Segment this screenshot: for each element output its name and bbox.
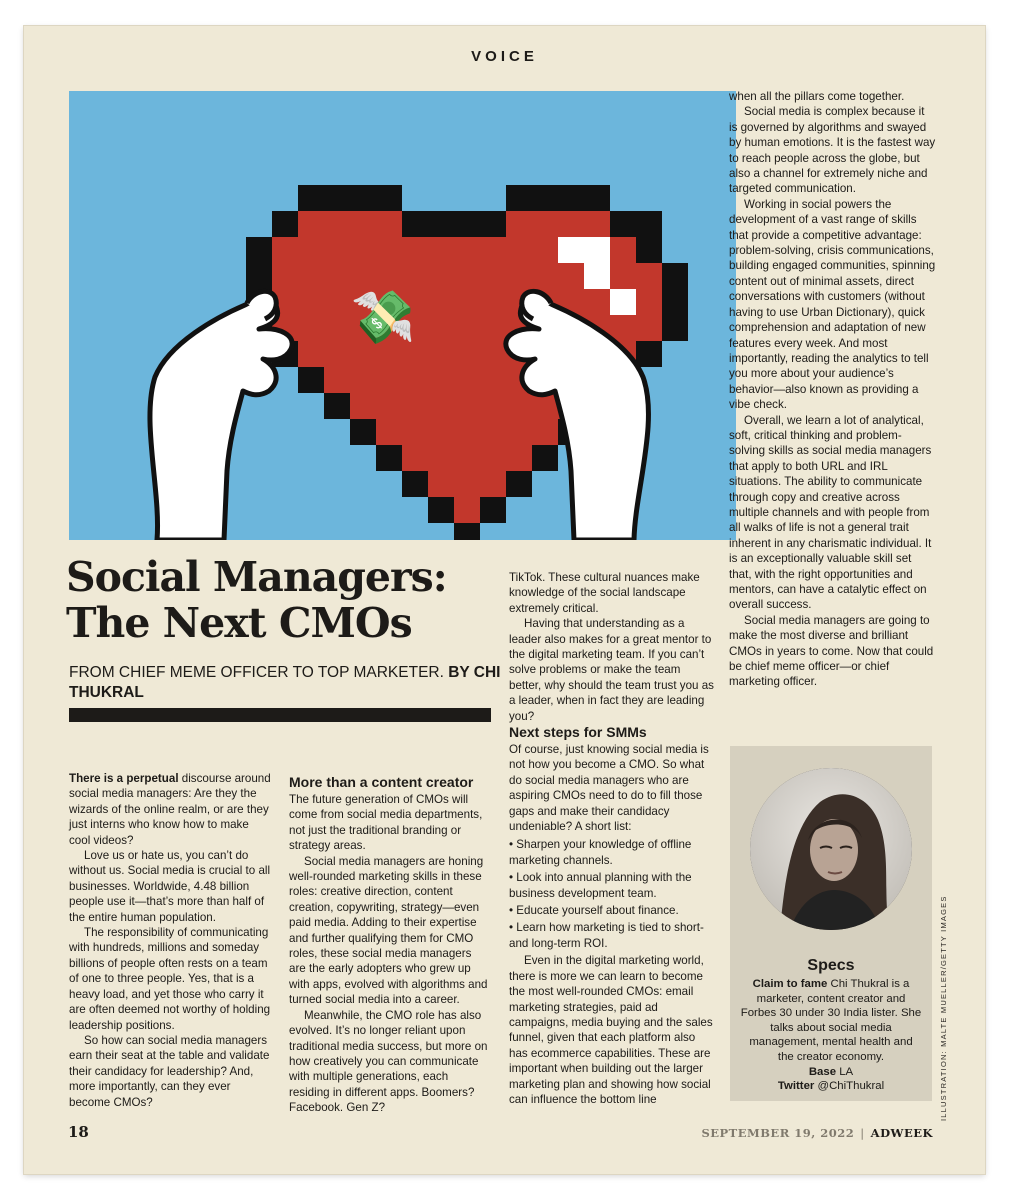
list-item: • Learn how marketing is tied to short- and long-term ROI. bbox=[509, 921, 704, 950]
byline: BY CHI THUKRAL bbox=[69, 664, 501, 701]
dek bbox=[69, 663, 509, 703]
heart-outline-pixel bbox=[298, 367, 324, 393]
heart-fill-pixel bbox=[454, 367, 480, 393]
paragraph: Love us or hate us, you can’t do without us. Social media is crucial to all businesses. Worldwide, 4.48 billion people use it—that’s more than half of the entire human population. bbox=[69, 849, 271, 924]
money-with-wings-icon: 💸 bbox=[350, 289, 416, 347]
paragraph: when all the pillars come together. bbox=[729, 90, 905, 103]
heart-fill-pixel bbox=[350, 263, 376, 289]
heart-fill-pixel bbox=[480, 367, 506, 393]
heart-fill-pixel bbox=[506, 419, 532, 445]
heart-fill-pixel bbox=[324, 289, 350, 315]
lead-text: discourse around social media managers: Are they the wizards of the online realm, or are they just interns who know how to make cool videos? bbox=[69, 772, 271, 847]
footer bbox=[701, 1126, 933, 1140]
paragraph: So how can social media managers earn their seat at the table and validate their candidacy for leadership? And, more importantly, can they ever become CMOs? bbox=[69, 1033, 270, 1109]
heart-fill-pixel bbox=[584, 289, 610, 315]
heart-fill-pixel bbox=[480, 263, 506, 289]
heart-highlight-pixel bbox=[610, 289, 636, 315]
page-number: 18 bbox=[68, 1123, 89, 1141]
heart-fill-pixel bbox=[402, 367, 428, 393]
heart-outline-pixel bbox=[246, 237, 272, 263]
heart-fill-pixel bbox=[376, 211, 402, 237]
heart-fill-pixel bbox=[610, 237, 636, 263]
heart-fill-pixel bbox=[480, 419, 506, 445]
heart-outline-pixel bbox=[506, 185, 532, 211]
heart-fill-pixel bbox=[454, 237, 480, 263]
heart-fill-pixel bbox=[532, 419, 558, 445]
heart-fill-pixel bbox=[324, 367, 350, 393]
heart-fill-pixel bbox=[428, 289, 454, 315]
heart-outline-pixel bbox=[662, 263, 688, 289]
heart-fill-pixel bbox=[454, 393, 480, 419]
heart-fill-pixel bbox=[350, 367, 376, 393]
heart-fill-pixel bbox=[480, 445, 506, 471]
heart-outline-pixel bbox=[324, 185, 350, 211]
heart-outline-pixel bbox=[402, 471, 428, 497]
heart-fill-pixel bbox=[506, 263, 532, 289]
heart-fill-pixel bbox=[402, 393, 428, 419]
paragraph: Having that understanding as a leader also makes for a great mentor to the digital marketing team. If you can’t solve problems or make the team better, why should the team trust you as a leader, when in fact they are leading you? bbox=[509, 617, 714, 723]
heart-fill-pixel bbox=[428, 315, 454, 341]
heart-fill-pixel bbox=[428, 445, 454, 471]
specs-title: Specs bbox=[807, 957, 855, 974]
magazine-page bbox=[24, 26, 985, 1174]
heart-outline-pixel bbox=[636, 237, 662, 263]
heart-outline-pixel bbox=[350, 419, 376, 445]
paragraph: The responsibility of communicating with hundreds, millions and someday billions of people often rests on a team of one to three people. Yes, that is a heavy load, and yet those who carry it are often deemed not worthy of holding leadership positions. bbox=[69, 926, 271, 1032]
paragraph: Social media managers are going to make the most diverse and brilliant CMOs in years to come. Now that could be chief meme officer—or chief marketing officer. bbox=[729, 613, 934, 689]
heart-fill-pixel bbox=[480, 237, 506, 263]
heart-outline-pixel bbox=[610, 211, 636, 237]
heart-fill-pixel bbox=[376, 263, 402, 289]
heart-fill-pixel bbox=[480, 471, 506, 497]
heart-fill-pixel bbox=[324, 211, 350, 237]
heart-outline-pixel bbox=[324, 393, 350, 419]
heart-fill-pixel bbox=[558, 263, 584, 289]
heart-fill-pixel bbox=[298, 341, 324, 367]
heart-fill-pixel bbox=[480, 289, 506, 315]
heart-fill-pixel bbox=[454, 341, 480, 367]
heart-fill-pixel bbox=[454, 445, 480, 471]
heart-fill-pixel bbox=[532, 211, 558, 237]
heart-outline-pixel bbox=[298, 185, 324, 211]
paragraph: Social media managers are honing well-rounded marketing skills in these roles: creative direction, content creation, copywriting, strategy—even paid media. Adding to their expertise and further qualifying them for CMO roles, these social media managers are the early adopters who grew up with apps, evolved with algorithms and turned social media into a career. bbox=[289, 854, 488, 1007]
heart-fill-pixel bbox=[454, 471, 480, 497]
heart-fill-pixel bbox=[636, 315, 662, 341]
heart-fill-pixel bbox=[558, 211, 584, 237]
list-item: • Sharpen your knowledge of offline marketing channels. bbox=[509, 838, 692, 867]
heart-fill-pixel bbox=[272, 263, 298, 289]
lead-in: There is a perpetual bbox=[69, 772, 179, 785]
column-3-top bbox=[509, 570, 714, 724]
paragraph: Meanwhile, the CMO role has also evolved. It’s no longer reliant upon traditional media success, but more on how creatively you can communicate with multiple generations, each residing in different apps. Boomers? Facebook. Gen Z? bbox=[289, 1008, 488, 1115]
heart-fill-pixel bbox=[532, 263, 558, 289]
heart-outline-pixel bbox=[454, 523, 480, 540]
heart-outline-pixel bbox=[662, 315, 688, 341]
heart-fill-pixel bbox=[506, 393, 532, 419]
heart-outline-pixel bbox=[376, 445, 402, 471]
heart-fill-pixel bbox=[480, 393, 506, 419]
heart-fill-pixel bbox=[376, 393, 402, 419]
heart-fill-pixel bbox=[454, 497, 480, 523]
heart-fill-pixel bbox=[298, 237, 324, 263]
heart-fill-pixel bbox=[454, 263, 480, 289]
footer-separator: | bbox=[860, 1126, 865, 1140]
heart-fill-pixel bbox=[480, 315, 506, 341]
heart-fill-pixel bbox=[428, 341, 454, 367]
heart-outline-pixel bbox=[272, 211, 298, 237]
heart-outline-pixel bbox=[584, 185, 610, 211]
base-label: Base bbox=[808, 1065, 837, 1078]
heart-fill-pixel bbox=[428, 393, 454, 419]
section-label: VOICE bbox=[471, 48, 538, 65]
paragraph: Even in the digital marketing world, there is more we can learn to become the most well-rounded CMOs: email marketing strategies, paid ad campaigns, media buying and the sales funnel, given that each platform also has ecommerce capabilities. These are important when building out the larger marketing plan and showing how social can influence the bottom line bbox=[509, 954, 713, 1106]
heart-outline-pixel bbox=[532, 185, 558, 211]
list-item: • Educate yourself about finance. bbox=[509, 904, 679, 918]
heart-outline-pixel bbox=[428, 497, 454, 523]
heart-outline-pixel bbox=[662, 289, 688, 315]
heart-outline-pixel bbox=[532, 445, 558, 471]
heart-outline-pixel bbox=[454, 211, 480, 237]
heart-outline-pixel bbox=[350, 185, 376, 211]
heart-fill-pixel bbox=[636, 289, 662, 315]
heart-fill-pixel bbox=[350, 211, 376, 237]
heart-fill-pixel bbox=[324, 341, 350, 367]
heart-fill-pixel bbox=[324, 237, 350, 263]
heart-fill-pixel bbox=[428, 367, 454, 393]
heart-fill-pixel bbox=[454, 315, 480, 341]
heart-outline-pixel bbox=[376, 185, 402, 211]
list-item: • Look into annual planning with the business development team. bbox=[509, 871, 692, 900]
heart-fill-pixel bbox=[454, 419, 480, 445]
heart-illustration bbox=[69, 91, 736, 540]
column-2 bbox=[289, 775, 491, 1116]
headline: Social Managers: The Next CMOs bbox=[66, 553, 447, 647]
heart-fill-pixel bbox=[610, 263, 636, 289]
portrait-photo bbox=[750, 768, 912, 930]
heart-highlight-pixel bbox=[584, 237, 610, 263]
heart-outline-pixel bbox=[246, 263, 272, 289]
twitter-handle: @ChiThukral bbox=[814, 1080, 885, 1093]
heart-fill-pixel bbox=[376, 419, 402, 445]
pixel-heart-svg bbox=[69, 91, 736, 540]
heart-fill-pixel bbox=[480, 341, 506, 367]
paragraph: The future generation of CMOs will come from social media departments, not just the traditional branding or strategy areas. bbox=[289, 793, 483, 853]
issue-date: SEPTEMBER 19, 2022 bbox=[701, 1126, 855, 1140]
heart-fill-pixel bbox=[298, 289, 324, 315]
heart-fill-pixel bbox=[428, 471, 454, 497]
paragraph: Of course, just knowing social media is not how you become a CMO. So what do social media managers who are aspiring CMOs need to do to fill those gaps and make their candidacy undeniable? A short list: bbox=[509, 743, 709, 834]
heart-fill-pixel bbox=[298, 263, 324, 289]
claim-label: Claim to fame bbox=[752, 978, 828, 990]
heart-fill-pixel bbox=[506, 237, 532, 263]
subhead-more-than-creator: More than a content creator bbox=[289, 774, 474, 790]
heart-outline-pixel bbox=[558, 185, 584, 211]
heart-fill-pixel bbox=[428, 237, 454, 263]
heart-fill-pixel bbox=[610, 315, 636, 341]
specs-text bbox=[740, 977, 922, 1094]
steps-list bbox=[509, 837, 714, 951]
lead-paragraph bbox=[69, 771, 271, 848]
heart-fill-pixel bbox=[350, 393, 376, 419]
column-1 bbox=[69, 771, 271, 1110]
subhead-next-steps: Next steps for SMMs bbox=[509, 724, 647, 740]
illustration-credit: ILLUSTRATION: MALTE MUELLER/GETTY IMAGES bbox=[939, 895, 948, 1121]
claim-text: Chi Thukral is a marketer, content creator and Forbes 30 under 30 India lister. She talks about social media management, mental health and the creator economy. bbox=[740, 978, 922, 1063]
heart-fill-pixel bbox=[402, 445, 428, 471]
heart-outline-pixel bbox=[506, 471, 532, 497]
heart-highlight-pixel bbox=[558, 237, 584, 263]
base-value: LA bbox=[836, 1065, 854, 1078]
paragraph: Working in social powers the development of a vast range of skills that provide a competitive advantage: problem-solving, crisis communications, building engaged communities, spinning content out of minimal assets, direct conversations with customers (without having to use Urban Dictionary), quick comprehension and adaptation of new features every week. And most importantly, reading the analytics to tell you more about your audience’s behavior—also known as providing a vibe check. bbox=[729, 197, 936, 412]
dek-text: FROM CHIEF MEME OFFICER TO TOP MARKETER. bbox=[69, 664, 444, 681]
paragraph: Overall, we learn a lot of analytical, soft, critical thinking and problem-solving skills as social media managers that apply to both URL and IRL situations. The ability to communicate through copy and creative across multiple channels and with people from all walks of life is not a general trait inherent in any charismatic individual. It is an exceptionally valuable skill set that, with the right opportunities and mentors, can have a catalytic effect on overall success. bbox=[729, 413, 932, 612]
heart-fill-pixel bbox=[532, 237, 558, 263]
headline-rule bbox=[69, 708, 491, 722]
heart-fill-pixel bbox=[454, 289, 480, 315]
heart-fill-pixel bbox=[298, 211, 324, 237]
heart-outline-pixel bbox=[480, 211, 506, 237]
heart-outline-pixel bbox=[428, 211, 454, 237]
brand-name: ADWEEK bbox=[870, 1126, 933, 1140]
column-3-bottom bbox=[509, 725, 714, 1107]
heart-fill-pixel bbox=[584, 211, 610, 237]
heart-fill-pixel bbox=[428, 419, 454, 445]
heart-highlight-pixel bbox=[584, 263, 610, 289]
avatar bbox=[750, 768, 912, 930]
heart-fill-pixel bbox=[402, 263, 428, 289]
heart-fill-pixel bbox=[402, 419, 428, 445]
heart-fill-pixel bbox=[376, 237, 402, 263]
heart-fill-pixel bbox=[506, 445, 532, 471]
heart-fill-pixel bbox=[376, 367, 402, 393]
column-4 bbox=[729, 89, 936, 690]
twitter-label: Twitter bbox=[777, 1080, 815, 1093]
heart-fill-pixel bbox=[324, 263, 350, 289]
heart-fill-pixel bbox=[298, 315, 324, 341]
paragraph: TikTok. These cultural nuances make knowledge of the social landscape extremely critical. bbox=[509, 571, 700, 615]
heart-fill-pixel bbox=[428, 263, 454, 289]
heart-outline-pixel bbox=[480, 497, 506, 523]
heart-outline-pixel bbox=[636, 211, 662, 237]
paragraph: Social media is complex because it is governed by algorithms and swayed by human emotions. It is the fastest way to reach people across the globe, but also a channel for extremely niche and targeted communication. bbox=[729, 105, 936, 196]
specs-box bbox=[730, 746, 932, 1101]
heart-outline-pixel bbox=[402, 211, 428, 237]
heart-fill-pixel bbox=[324, 315, 350, 341]
heart-fill-pixel bbox=[350, 237, 376, 263]
heart-fill-pixel bbox=[636, 263, 662, 289]
heart-fill-pixel bbox=[402, 237, 428, 263]
heart-fill-pixel bbox=[272, 237, 298, 263]
heart-outline-pixel bbox=[636, 341, 662, 367]
heart-fill-pixel bbox=[506, 211, 532, 237]
